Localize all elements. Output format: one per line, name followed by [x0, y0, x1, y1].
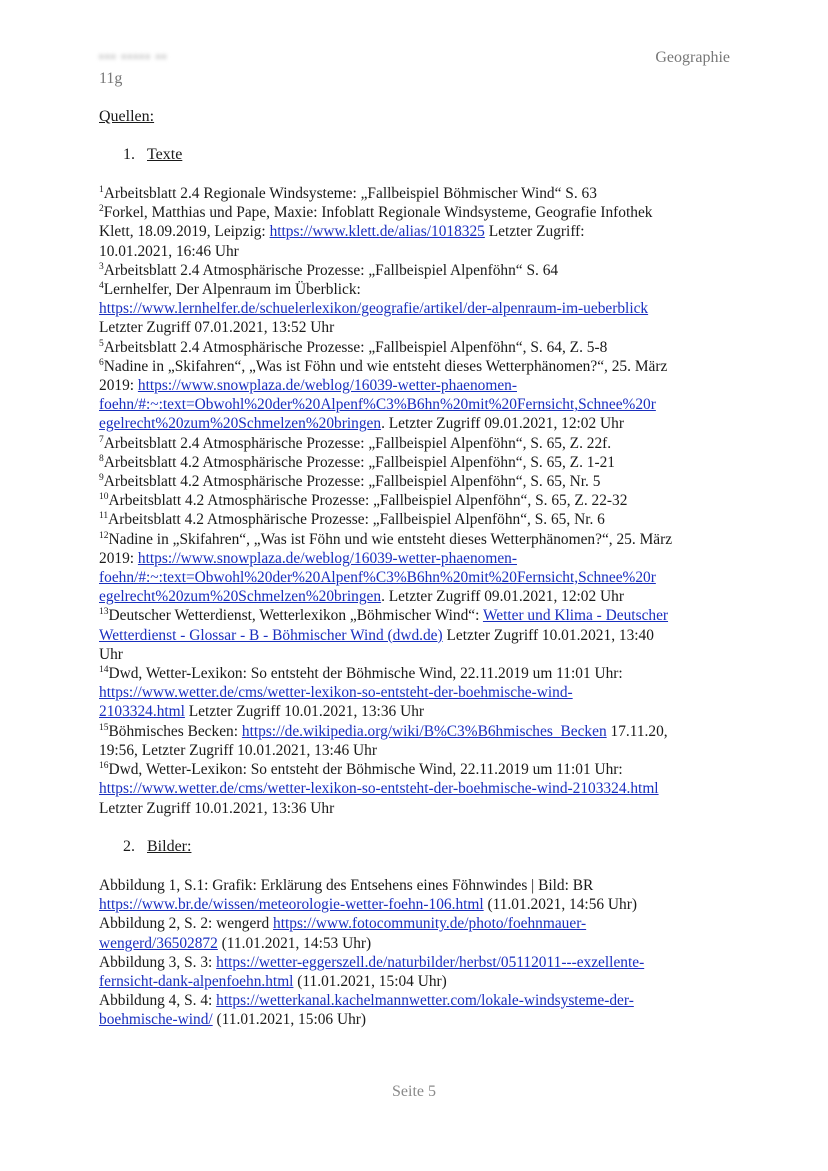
- entry-line: [99, 914, 739, 933]
- page-title: Quellen:: [99, 108, 155, 125]
- image-source-entry: [99, 914, 739, 952]
- entry-line: [99, 376, 739, 395]
- footnote-entry: [99, 530, 739, 607]
- entry-line: [99, 645, 739, 664]
- footnote-number: 8: [99, 453, 104, 464]
- source-link[interactable]: egelrecht%20zum%20Schmelzen%20bringen: [99, 588, 382, 606]
- section-heading-bilder: [123, 838, 191, 856]
- entry-line: [99, 530, 739, 549]
- entry-line: [99, 280, 739, 299]
- entry-text: 2019:: [99, 377, 138, 395]
- entry-text: 10.01.2021, 16:46 Uhr: [99, 242, 239, 260]
- footnote-number: 14: [99, 665, 109, 676]
- entry-line: [99, 510, 739, 529]
- footnote-entry: [99, 760, 739, 818]
- section-heading-texte: [123, 146, 182, 164]
- entry-text: Lernhelfer, Der Alpenraum im Überblick:: [103, 281, 361, 299]
- entry-text: Nadine in „Skifahren“, „Was ist Föhn und wie entsteht dieses Wetterphänomen?“, 25. März: [108, 530, 673, 548]
- entry-text: Arbeitsblatt 2.4 Atmosphärische Prozesse: „Fallbeispiel Alpenföhn“, S. 65, Z. 22f.: [103, 434, 612, 452]
- footnote-number: 4: [99, 281, 104, 292]
- section-label: Texte: [147, 146, 183, 163]
- entry-line: [99, 222, 739, 241]
- entry-text: Letzter Zugriff 07.01.2021, 13:52 Uhr: [99, 319, 335, 337]
- footnote-number: 5: [99, 338, 104, 349]
- entry-text: Dwd, Wetter-Lexikon: So entsteht der Böhmische Wind, 22.11.2019 um 11:01 Uhr:: [108, 761, 623, 779]
- footnote-number: 16: [99, 761, 109, 772]
- source-link[interactable]: https://de.wikipedia.org/wiki/B%C3%B6hmisches_Becken: [241, 722, 607, 740]
- entry-line: [99, 953, 739, 972]
- entry-text: (11.01.2021, 14:56 Uhr): [483, 896, 637, 914]
- source-link[interactable]: https://www.snowplaza.de/weblog/16039-wetter-phaenomen-: [137, 377, 517, 395]
- entry-text: Letzter Zugriff 10.01.2021, 13:40: [442, 626, 654, 644]
- text-sources-list: [99, 184, 739, 818]
- footnote-entry: [99, 434, 739, 453]
- entry-line: [99, 357, 739, 376]
- footnote-entry: [99, 280, 739, 338]
- entry-line: [99, 491, 739, 510]
- entry-text: Letzter Zugriff:: [484, 223, 585, 241]
- footnote-entry: [99, 184, 739, 203]
- entry-text: Forkel, Matthias und Pape, Maxie: Infoblatt Regionale Windsysteme, Geografie Infothek: [103, 204, 653, 222]
- footnote-entry: [99, 606, 739, 664]
- header-subject: Geographie: [655, 49, 730, 66]
- footnote-entry: [99, 472, 739, 491]
- entry-text: Arbeitsblatt 2.4 Atmosphärische Prozesse: „Fallbeispiel Alpenföhn“, S. 64, Z. 5-8: [103, 338, 608, 356]
- entry-text: Letzter Zugriff 10.01.2021, 13:36 Uhr: [184, 703, 425, 721]
- entry-text: Böhmisches Becken:: [108, 722, 242, 740]
- entry-text: Abbildung 3, S. 3:: [99, 953, 217, 971]
- entry-line: [99, 741, 739, 760]
- entry-text: 19:56, Letzter Zugriff 10.01.2021, 13:46 Uhr: [99, 741, 377, 759]
- entry-line: [99, 626, 739, 645]
- entry-text: Arbeitsblatt 4.2 Atmosphärische Prozesse: „Fallbeispiel Alpenföhn“, S. 65, Nr. 5: [103, 473, 601, 491]
- entry-text: Uhr: [99, 645, 123, 663]
- source-link[interactable]: https://www.klett.de/alias/1018325: [269, 223, 485, 241]
- image-source-entry: [99, 991, 739, 1029]
- entry-line: [99, 549, 739, 568]
- footnote-number: 6: [99, 357, 104, 368]
- entry-text: Arbeitsblatt 2.4 Atmosphärische Prozesse: „Fallbeispiel Alpenföhn“ S. 64: [103, 261, 559, 279]
- entry-text: Arbeitsblatt 2.4 Regionale Windsysteme: „Fallbeispiel Böhmischer Wind“ S. 63: [103, 185, 597, 202]
- source-link[interactable]: https://www.fotocommunity.de/photo/foehnmauer-: [273, 915, 587, 933]
- entry-text: Arbeitsblatt 4.2 Atmosphärische Prozesse: „Fallbeispiel Alpenföhn“, S. 65, Nr. 6: [108, 511, 605, 529]
- author-name-redacted: ▪▪▪ ▪▪▪▪▪ ▪▪: [99, 50, 168, 65]
- footnote-entry: [99, 357, 739, 434]
- entry-line: [99, 434, 739, 453]
- entry-text: 2019:: [99, 549, 138, 567]
- source-link[interactable]: https://www.snowplaza.de/weblog/16039-wetter-phaenomen-: [137, 549, 517, 567]
- section-number: 1.: [123, 146, 135, 163]
- entry-line: [99, 472, 739, 491]
- footnote-number: 12: [99, 530, 109, 541]
- footnote-number: 13: [99, 607, 109, 618]
- image-sources-list: [99, 876, 739, 1030]
- entry-line: [99, 568, 739, 587]
- entry-text: Abbildung 4, S. 4:: [99, 992, 217, 1010]
- header-class: 11g: [99, 70, 123, 87]
- source-link[interactable]: https://wetterkanal.kachelmannwetter.com/lokale-windsysteme-der-: [216, 992, 634, 1010]
- footnote-number: 10: [99, 492, 109, 503]
- entry-line: [99, 722, 739, 741]
- source-link[interactable]: https://www.br.de/wissen/meteorologie-wetter-foehn-106.html: [99, 896, 484, 914]
- source-link[interactable]: 2103324.html: [99, 703, 185, 721]
- footnote-entry: [99, 203, 739, 261]
- entry-text: Nadine in „Skifahren“, „Was ist Föhn und wie entsteht dieses Wetterphänomen?“, 25. März: [103, 357, 668, 375]
- source-link[interactable]: foehn/#:~:text=Obwohl%20der%20Alpenf%C3%B6hn%20mit%20Fernsicht,Schnee%20r: [99, 396, 656, 414]
- footnote-entry: [99, 261, 739, 280]
- entry-text: Letzter Zugriff 10.01.2021, 13:36 Uhr: [99, 799, 335, 817]
- footnote-entry: [99, 491, 739, 510]
- source-link[interactable]: Wetter und Klima - Deutscher: [482, 607, 669, 625]
- entry-line: [99, 972, 739, 991]
- entry-line: [99, 242, 739, 261]
- source-link[interactable]: boehmische-wind/: [99, 1011, 213, 1029]
- page-number: Seite 5: [392, 1083, 436, 1100]
- entry-line: [99, 261, 739, 280]
- entry-text: . Letzter Zugriff 09.01.2021, 12:02 Uhr: [381, 415, 624, 433]
- entry-line: [99, 876, 739, 895]
- footnote-number: 9: [99, 473, 104, 484]
- source-link[interactable]: https://wetter-eggerszell.de/naturbilder/herbst/05112011---exzellente-: [216, 953, 645, 971]
- footnote-number: 7: [99, 434, 104, 445]
- entry-text: Deutscher Wetterdienst, Wetterlexikon „Böhmischer Wind“:: [108, 607, 483, 625]
- entry-text: (11.01.2021, 15:04 Uhr): [293, 973, 447, 991]
- image-source-entry: [99, 953, 739, 991]
- entry-line: [99, 338, 739, 357]
- entry-line: [99, 664, 739, 683]
- entry-line: [99, 395, 739, 414]
- footnote-entry: [99, 453, 739, 472]
- entry-text: (11.01.2021, 14:53 Uhr): [217, 934, 372, 952]
- entry-line: [99, 895, 739, 914]
- entry-line: [99, 203, 739, 222]
- source-link[interactable]: egelrecht%20zum%20Schmelzen%20bringen: [99, 415, 382, 433]
- entry-text: Abbildung 2, S. 2: wengerd: [99, 915, 273, 933]
- entry-line: [99, 318, 739, 337]
- entry-text: Abbildung 1, S.1: Grafik: Erklärung des Entsehens eines Föhnwindes | Bild: BR: [99, 877, 594, 894]
- entry-text: Dwd, Wetter-Lexikon: So entsteht der Böhmische Wind, 22.11.2019 um 11:01 Uhr:: [108, 665, 623, 683]
- entry-text: (11.01.2021, 15:06 Uhr): [212, 1011, 367, 1029]
- entry-text: . Letzter Zugriff 09.01.2021, 12:02 Uhr: [381, 588, 624, 606]
- source-link[interactable]: wengerd/36502872: [99, 934, 218, 952]
- footnote-number: 1: [99, 185, 104, 195]
- section-label: Bilder:: [147, 838, 192, 855]
- footnote-number: 2: [99, 204, 104, 215]
- footnote-entry: [99, 722, 739, 760]
- entry-line: [99, 184, 739, 203]
- footnote-entry: [99, 510, 739, 529]
- entry-line: [99, 587, 739, 606]
- entry-line: [99, 606, 739, 625]
- footnote-number: 15: [99, 722, 109, 733]
- entry-line: [99, 453, 739, 472]
- source-link[interactable]: foehn/#:~:text=Obwohl%20der%20Alpenf%C3%B6hn%20mit%20Fernsicht,Schnee%20r: [99, 569, 656, 587]
- entry-text: Arbeitsblatt 4.2 Atmosphärische Prozesse: „Fallbeispiel Alpenföhn“, S. 65, Z. 22-32: [108, 492, 628, 510]
- source-link[interactable]: https://www.wetter.de/cms/wetter-lexikon-so-entsteht-der-boehmische-wind-2103324.html: [99, 780, 659, 798]
- footnote-entry: [99, 664, 739, 722]
- source-link[interactable]: https://www.wetter.de/cms/wetter-lexikon-so-entsteht-der-boehmische-wind-: [99, 684, 573, 702]
- source-link[interactable]: https://www.lernhelfer.de/schuelerlexikon/geografie/artikel/der-alpenraum-im-ueberblick: [99, 300, 649, 318]
- entry-line: [99, 934, 739, 953]
- footnote-entry: [99, 338, 739, 357]
- source-link[interactable]: Wetterdienst - Glossar - B - Böhmischer Wind (dwd.de): [99, 626, 443, 644]
- entry-line: [99, 414, 739, 433]
- entry-line: [99, 799, 739, 818]
- entry-line: [99, 779, 739, 798]
- image-source-entry: [99, 876, 739, 914]
- entry-line: [99, 1010, 739, 1029]
- source-link[interactable]: fernsicht-dank-alpenfoehn.html: [99, 973, 294, 991]
- footnote-number: 3: [99, 261, 104, 272]
- entry-line: [99, 683, 739, 702]
- entry-line: [99, 991, 739, 1010]
- entry-text: Arbeitsblatt 4.2 Atmosphärische Prozesse: „Fallbeispiel Alpenföhn“, S. 65, Z. 1-21: [103, 453, 615, 471]
- entry-text: 17.11.20,: [606, 722, 668, 740]
- entry-line: [99, 702, 739, 721]
- section-number: 2.: [123, 838, 135, 855]
- footnote-number: 11: [99, 511, 109, 522]
- entry-text: Klett, 18.09.2019, Leipzig:: [99, 223, 270, 241]
- entry-line: [99, 760, 739, 779]
- entry-line: [99, 299, 739, 318]
